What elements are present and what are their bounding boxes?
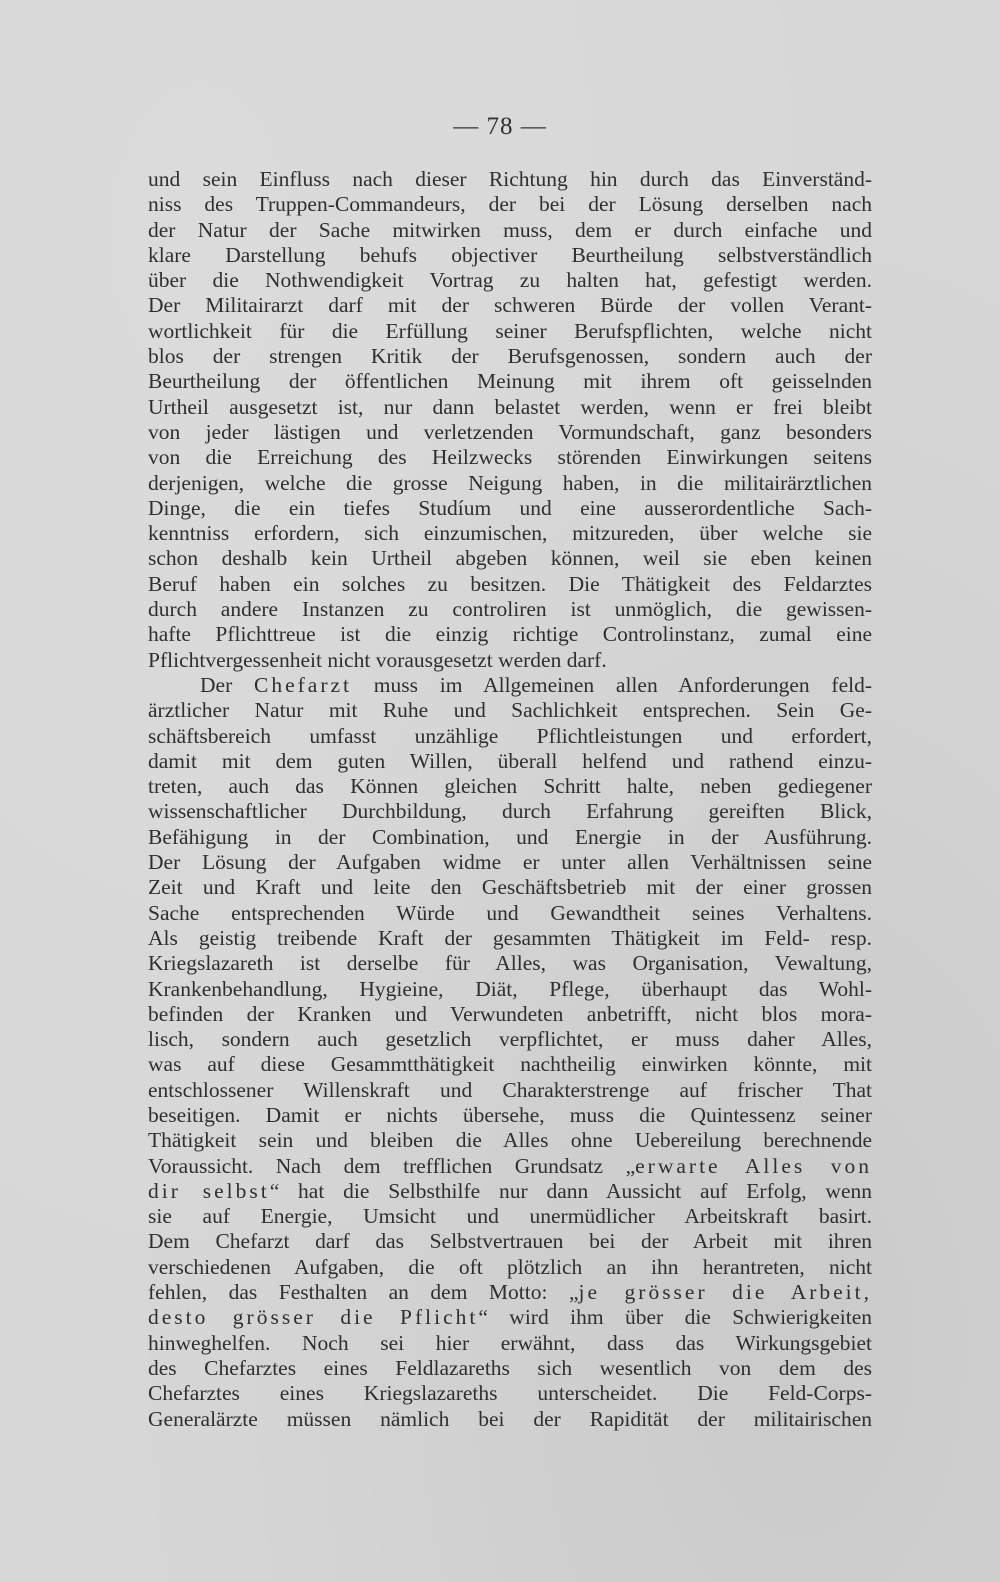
text-line: Generalärzte müssen nämlich bei der Rapidität der militairischen [148, 1406, 872, 1431]
emphasized-text: erwarte Alles von [635, 1153, 872, 1178]
text-line [148, 1179, 872, 1204]
text-line: kenntniss erfordern, sich einzumischen, mitzureden, über welche sie [148, 521, 872, 546]
emphasized-text: Chefarzt [254, 672, 353, 697]
text-line: niss des Truppen-Commandeurs, der bei der Lösung derselben nach [148, 192, 872, 217]
text-line: Beurtheilung der öffentlichen Meinung mit ihrem oft geisselnden [148, 369, 872, 394]
text-line: damit mit dem guten Willen, überall helfend und rathend einzu- [148, 748, 872, 773]
text-line: Als geistig treibende Kraft der gesammten Thätigkeit im Feld- resp. [148, 925, 872, 950]
text-line: über die Nothwendigkeit Vortrag zu halten hat, gefestigt werden. [148, 268, 872, 293]
text-segment: fehlen, das Festhalten an dem Motto: „ [148, 1280, 579, 1305]
text-line: Beruf haben ein solches zu besitzen. Die Thätigkeit des Feldarztes [148, 571, 872, 596]
text-line: derjenigen, welche die grosse Neigung haben, in die militairärztlichen [148, 470, 872, 495]
text-line: Krankenbehandlung, Hygieine, Diät, Pflege, überhaupt das Wohl- [148, 976, 872, 1001]
text-line: Urtheil ausgesetzt ist, nur dann belastet werden, wenn er frei bleibt [148, 394, 872, 419]
text-line: des Chefarztes eines Feldlazareths sich wesentlich von dem des [148, 1355, 872, 1380]
text-segment: Voraussicht. Nach dem trefflichen Grundsatz „ [148, 1153, 636, 1178]
text-line: beseitigen. Damit er nichts übersehe, muss die Quintessenz seiner [148, 1102, 872, 1127]
text-segment: “ hat die Selbsthilfe nur dann Aussicht auf Erfolg, wenn [269, 1178, 872, 1203]
text-line [148, 1154, 872, 1179]
text-line [148, 1280, 872, 1305]
text-line: sie auf Energie, Umsicht und unermüdlicher Arbeitskraft basirt. [148, 1204, 872, 1229]
text-line: Dinge, die ein tiefes Studíum und eine ausserordentliche Sach- [148, 495, 872, 520]
text-line [148, 1305, 872, 1330]
text-line: und sein Einfluss nach dieser Richtung hin durch das Einverständ- [148, 167, 872, 191]
text-segment: muss im Allgemeinen allen Anforderungen feld- [352, 672, 872, 697]
text-segment: Der [200, 672, 255, 697]
text-line [148, 673, 872, 698]
text-line: Sache entsprechenden Würde und Gewandtheit seines Verhaltens. [148, 900, 872, 925]
text-line: ärztlicher Natur mit Ruhe und Sachlichkeit entsprechen. Sein Ge- [148, 698, 872, 723]
text-line: durch andere Instanzen zu controliren ist unmöglich, die gewissen- [148, 597, 872, 622]
emphasized-text: je grösser die Arbeit, [578, 1280, 873, 1305]
text-line: wissenschaftlicher Durchbildung, durch Erfahrung gereiften Blick, [148, 799, 872, 824]
text-line: Chefarztes eines Kriegslazareths unterscheidet. Die Feld-Corps- [148, 1381, 872, 1406]
text-line: Pflichtvergessenheit nicht vorausgesetzt werden darf. [148, 647, 607, 672]
text-line: Der Lösung der Aufgaben widme er unter allen Verhältnissen seine [148, 850, 872, 875]
text-line: was auf diese Gesammtthätigkeit nachtheilig einwirken könnte, mit [148, 1052, 872, 1077]
page-number: — 78 — [453, 113, 547, 140]
text-line: Dem Chefarzt darf das Selbstvertrauen bei der Arbeit mit ihren [148, 1229, 872, 1254]
emphasized-text: desto grösser die Pflicht [148, 1305, 479, 1330]
text-line: schäftsbereich umfasst unzählige Pflichtleistungen und erfordert, [148, 723, 872, 748]
text-line: Befähigung in der Combination, und Energie in der Ausführung. [148, 824, 872, 849]
text-line: der Natur der Sache mitwirken muss, dem er durch einfache und [148, 217, 872, 242]
text-line: klare Darstellung behufs objectiver Beurtheilung selbstverständlich [148, 242, 872, 267]
text-line: lisch, sondern auch gesetzlich verpflichtet, er muss daher Alles, [148, 1027, 872, 1052]
text-line: Zeit und Kraft und leite den Geschäftsbetrieb mit der einer grossen [148, 875, 872, 900]
text-segment: “ wird ihm über die Schwierigkeiten [478, 1305, 873, 1330]
text-line: hafte Pflichttreue ist die einzig richtige Controlinstanz, zumal eine [148, 622, 872, 647]
text-line: treten, auch das Können gleichen Schritt halte, neben gediegener [148, 774, 872, 799]
text-line: von die Erreichung des Heilzwecks störenden Einwirkungen seitens [148, 445, 872, 470]
body-text [148, 167, 872, 1432]
text-line: verschiedenen Aufgaben, die oft plötzlich an ihn herantreten, nicht [148, 1254, 872, 1279]
text-line: blos der strengen Kritik der Berufsgenossen, sondern auch der [148, 344, 872, 369]
text-line: von jeder lästigen und verletzenden Vormundschaft, ganz besonders [148, 419, 872, 444]
text-line: wortlichkeit für die Erfüllung seiner Berufspflichten, welche nicht [148, 318, 872, 343]
text-line: entschlossener Willenskraft und Charakterstrenge auf frischer That [148, 1077, 872, 1102]
text-line: schon deshalb kein Urtheil abgeben können, weil sie eben keinen [148, 546, 872, 571]
text-line: Kriegslazareth ist derselbe für Alles, was Organisation, Vewaltung, [148, 951, 872, 976]
text-line: hinweghelfen. Noch sei hier erwähnt, dass das Wirkungsgebiet [148, 1330, 872, 1355]
text-line: befinden der Kranken und Verwundeten anbetrifft, nicht blos mora- [148, 1001, 872, 1026]
emphasized-text: dir selbst [148, 1178, 270, 1203]
text-line: Thätigkeit sein und bleiben die Alles ohne Uebereilung berechnende [148, 1128, 872, 1153]
text-line: Der Militairarzt darf mit der schweren Bürde der vollen Verant- [148, 293, 872, 318]
